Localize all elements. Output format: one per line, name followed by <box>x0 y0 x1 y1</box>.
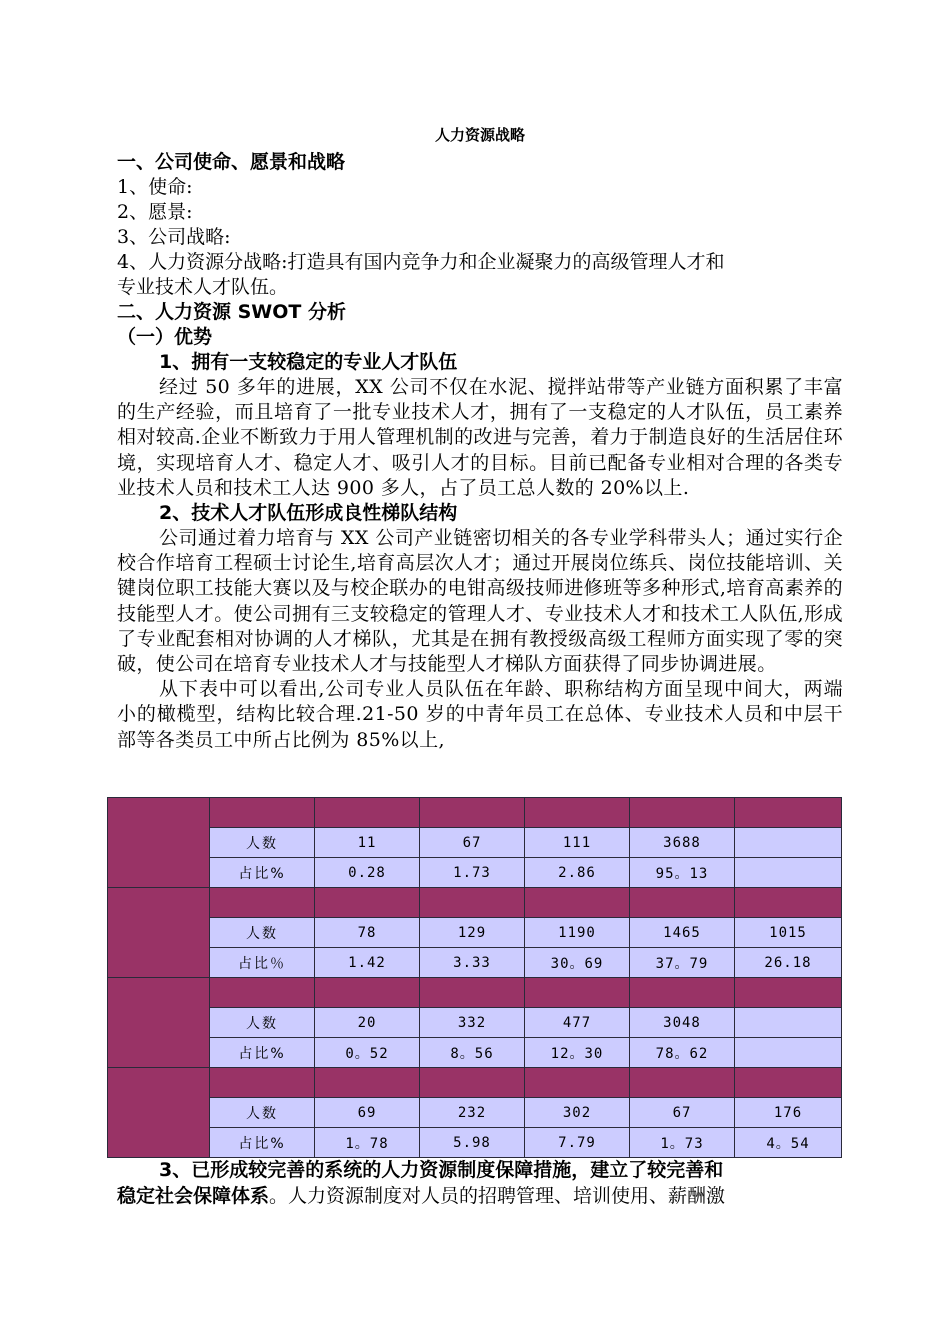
table-cell: 1190 <box>525 918 630 948</box>
table-cell: 67 <box>630 1098 735 1128</box>
table-cell: 1。78 <box>315 1128 420 1158</box>
table-row <box>108 858 842 888</box>
table-cell: 11 <box>315 828 420 858</box>
table-group-cell <box>108 798 210 888</box>
subsection-heading-strengths: （一）优势 <box>117 326 213 348</box>
table-row <box>108 1098 842 1128</box>
table-row-label: 人数 <box>210 1098 315 1128</box>
table-cell: 78 <box>315 918 420 948</box>
table-row <box>108 948 842 978</box>
table-cell: 4。54 <box>735 1128 842 1158</box>
table-row <box>108 828 842 858</box>
table-cell: 1465 <box>630 918 735 948</box>
table-cell: 111 <box>525 828 630 858</box>
table-cell: 0。52 <box>315 1038 420 1068</box>
table-cell <box>735 858 842 888</box>
table-header-cell <box>735 1068 842 1098</box>
page-title: 人力资源战略 <box>434 126 525 144</box>
table-cell: 477 <box>525 1008 630 1038</box>
list-item-hr-strategy-line2: 专业技术人才队伍。 <box>117 276 289 298</box>
table-row-label: 占比% <box>210 1038 315 1068</box>
table-group-cell <box>108 1068 210 1158</box>
table-header-cell <box>315 798 420 828</box>
table-group-header-row <box>108 888 842 918</box>
table-row-label: 人数 <box>210 918 315 948</box>
table-cell <box>735 1008 842 1038</box>
point-3-text: 。人力资源制度对人员的招聘管理、培训使用、薪酬激 <box>269 1185 726 1207</box>
point-heading-1: 1、拥有一支较稳定的专业人才队伍 <box>159 351 458 373</box>
table-cell: 37。79 <box>630 948 735 978</box>
table-cell: 67 <box>420 828 525 858</box>
table-row-label: 人数 <box>210 828 315 858</box>
table-header-cell <box>210 888 315 918</box>
table-row-label: 人数 <box>210 1008 315 1038</box>
list-item-hr-strategy-line1: 4、人力资源分战略:打造具有国内竞争力和企业凝聚力的高级管理人才和 <box>117 251 725 273</box>
table-header-cell <box>210 978 315 1008</box>
section-heading-2: 二、人力资源 SWOT 分析 <box>117 301 346 323</box>
table-cell: 1.42 <box>315 948 420 978</box>
table-header-cell <box>525 798 630 828</box>
table-row <box>108 1008 842 1038</box>
document-body <box>117 120 843 753</box>
table-group-cell <box>108 888 210 978</box>
list-item-strategy: 3、公司战略: <box>117 226 231 248</box>
table-row-label: 占比％ <box>210 948 315 978</box>
table-cell: 8。56 <box>420 1038 525 1068</box>
table-group-header-row <box>108 1068 842 1098</box>
table-cell: 3688 <box>630 828 735 858</box>
table-cell: 0.28 <box>315 858 420 888</box>
table-row <box>108 1038 842 1068</box>
table-header-cell <box>525 888 630 918</box>
list-item-vision: 2、愿景: <box>117 201 193 223</box>
table-header-cell <box>315 888 420 918</box>
table-header-cell <box>525 978 630 1008</box>
point-heading-2: 2、技术人才队伍形成良性梯队结构 <box>159 502 458 525</box>
table-cell <box>735 828 842 858</box>
table-cell: 7.79 <box>525 1128 630 1158</box>
point-3-paragraph <box>117 1157 843 1209</box>
table-header-cell <box>420 888 525 918</box>
table-header-cell <box>735 978 842 1008</box>
point-heading-3-line2: 稳定社会保障体系 <box>117 1185 270 1207</box>
table-group-header-row <box>108 798 842 828</box>
table-row-label: 占比% <box>210 1128 315 1158</box>
section-heading-1: 一、公司使命、愿景和战略 <box>117 151 346 173</box>
table-cell <box>735 1038 842 1068</box>
paragraph-2: 公司通过着力培育与 XX 公司产业链密切相关的各专业学科带头人；通过实行企校合作培育工程硕士讨论生,培育高层次人才；通过开展岗位练兵、岗位技能培训、关键岗位职工技能大赛以及与校企联办的电钳高级技师进修班等多种形式,培育高素养的技能型人才。使公司拥有三支较稳定的管理人才、专业技术人才和技术工人队伍,形成了专业配套相对协调的人才梯队，尤其是在拥有教授级高级工程师方面实现了零的突破，使公司在培育专业技术人才与技能型人才梯队方面获得了同步协调进展。 <box>117 527 843 676</box>
table-header-cell <box>630 1068 735 1098</box>
table-header-cell <box>315 1068 420 1098</box>
table-cell: 3.33 <box>420 948 525 978</box>
table-cell: 78。62 <box>630 1038 735 1068</box>
table-header-cell <box>525 1068 630 1098</box>
table-cell: 232 <box>420 1098 525 1128</box>
point-heading-3-line1: 3、已形成较完善的系统的人力资源制度保障措施，建立了较完善和 <box>159 1159 724 1181</box>
table-cell: 2.86 <box>525 858 630 888</box>
table-row-label: 占比% <box>210 858 315 888</box>
table-header-cell <box>630 978 735 1008</box>
table-cell: 3048 <box>630 1008 735 1038</box>
table-cell: 1015 <box>735 918 842 948</box>
table-cell: 176 <box>735 1098 842 1128</box>
table-cell: 30。69 <box>525 948 630 978</box>
table-header-cell <box>420 1068 525 1098</box>
table-row <box>108 918 842 948</box>
table-group-cell <box>108 978 210 1068</box>
list-item-mission: 1、使命: <box>117 176 193 198</box>
table-cell: 26.18 <box>735 948 842 978</box>
table-header-cell <box>315 978 420 1008</box>
table-header-cell <box>735 888 842 918</box>
paragraph-3: 从下表中可以看出,公司专业人员队伍在年龄、职称结构方面呈现中间大，两端小的橄榄型，结构比较合理.21-50 岁的中青年员工在总体、专业技术人员和中层干部等各类员工中所占比例为 85%以上, <box>117 678 843 751</box>
table-group-header-row <box>108 978 842 1008</box>
table-cell: 12。30 <box>525 1038 630 1068</box>
table-cell: 20 <box>315 1008 420 1038</box>
table-row <box>108 1128 842 1158</box>
staff-structure-table <box>107 797 842 1158</box>
table-cell: 332 <box>420 1008 525 1038</box>
table-header-cell <box>210 798 315 828</box>
table-header-cell <box>735 798 842 828</box>
table-cell: 69 <box>315 1098 420 1128</box>
table-header-cell <box>630 888 735 918</box>
table-cell: 5.98 <box>420 1128 525 1158</box>
table-cell: 95。13 <box>630 858 735 888</box>
table-header-cell <box>210 1068 315 1098</box>
table-cell: 1。73 <box>630 1128 735 1158</box>
table-header-cell <box>630 798 735 828</box>
table-header-cell <box>420 798 525 828</box>
table-cell: 302 <box>525 1098 630 1128</box>
table-header-cell <box>420 978 525 1008</box>
table-cell: 1.73 <box>420 858 525 888</box>
paragraph-1: 经过 50 多年的进展，XX 公司不仅在水泥、搅拌站带等产业链方面积累了丰富的生产经验，而且培育了一批专业技术人才，拥有了一支稳定的人才队伍，员工素养相对较高.企业不断致力于用人管理机制的改进与完善，着力于制造良好的生活居住环境，实现培育人才、稳定人才、吸引人才的目标。目前已配备专业相对合理的各类专业技术人员和技术工人达 900 多人，占了员工总人数的 20%以上. <box>117 376 843 499</box>
table-cell: 129 <box>420 918 525 948</box>
